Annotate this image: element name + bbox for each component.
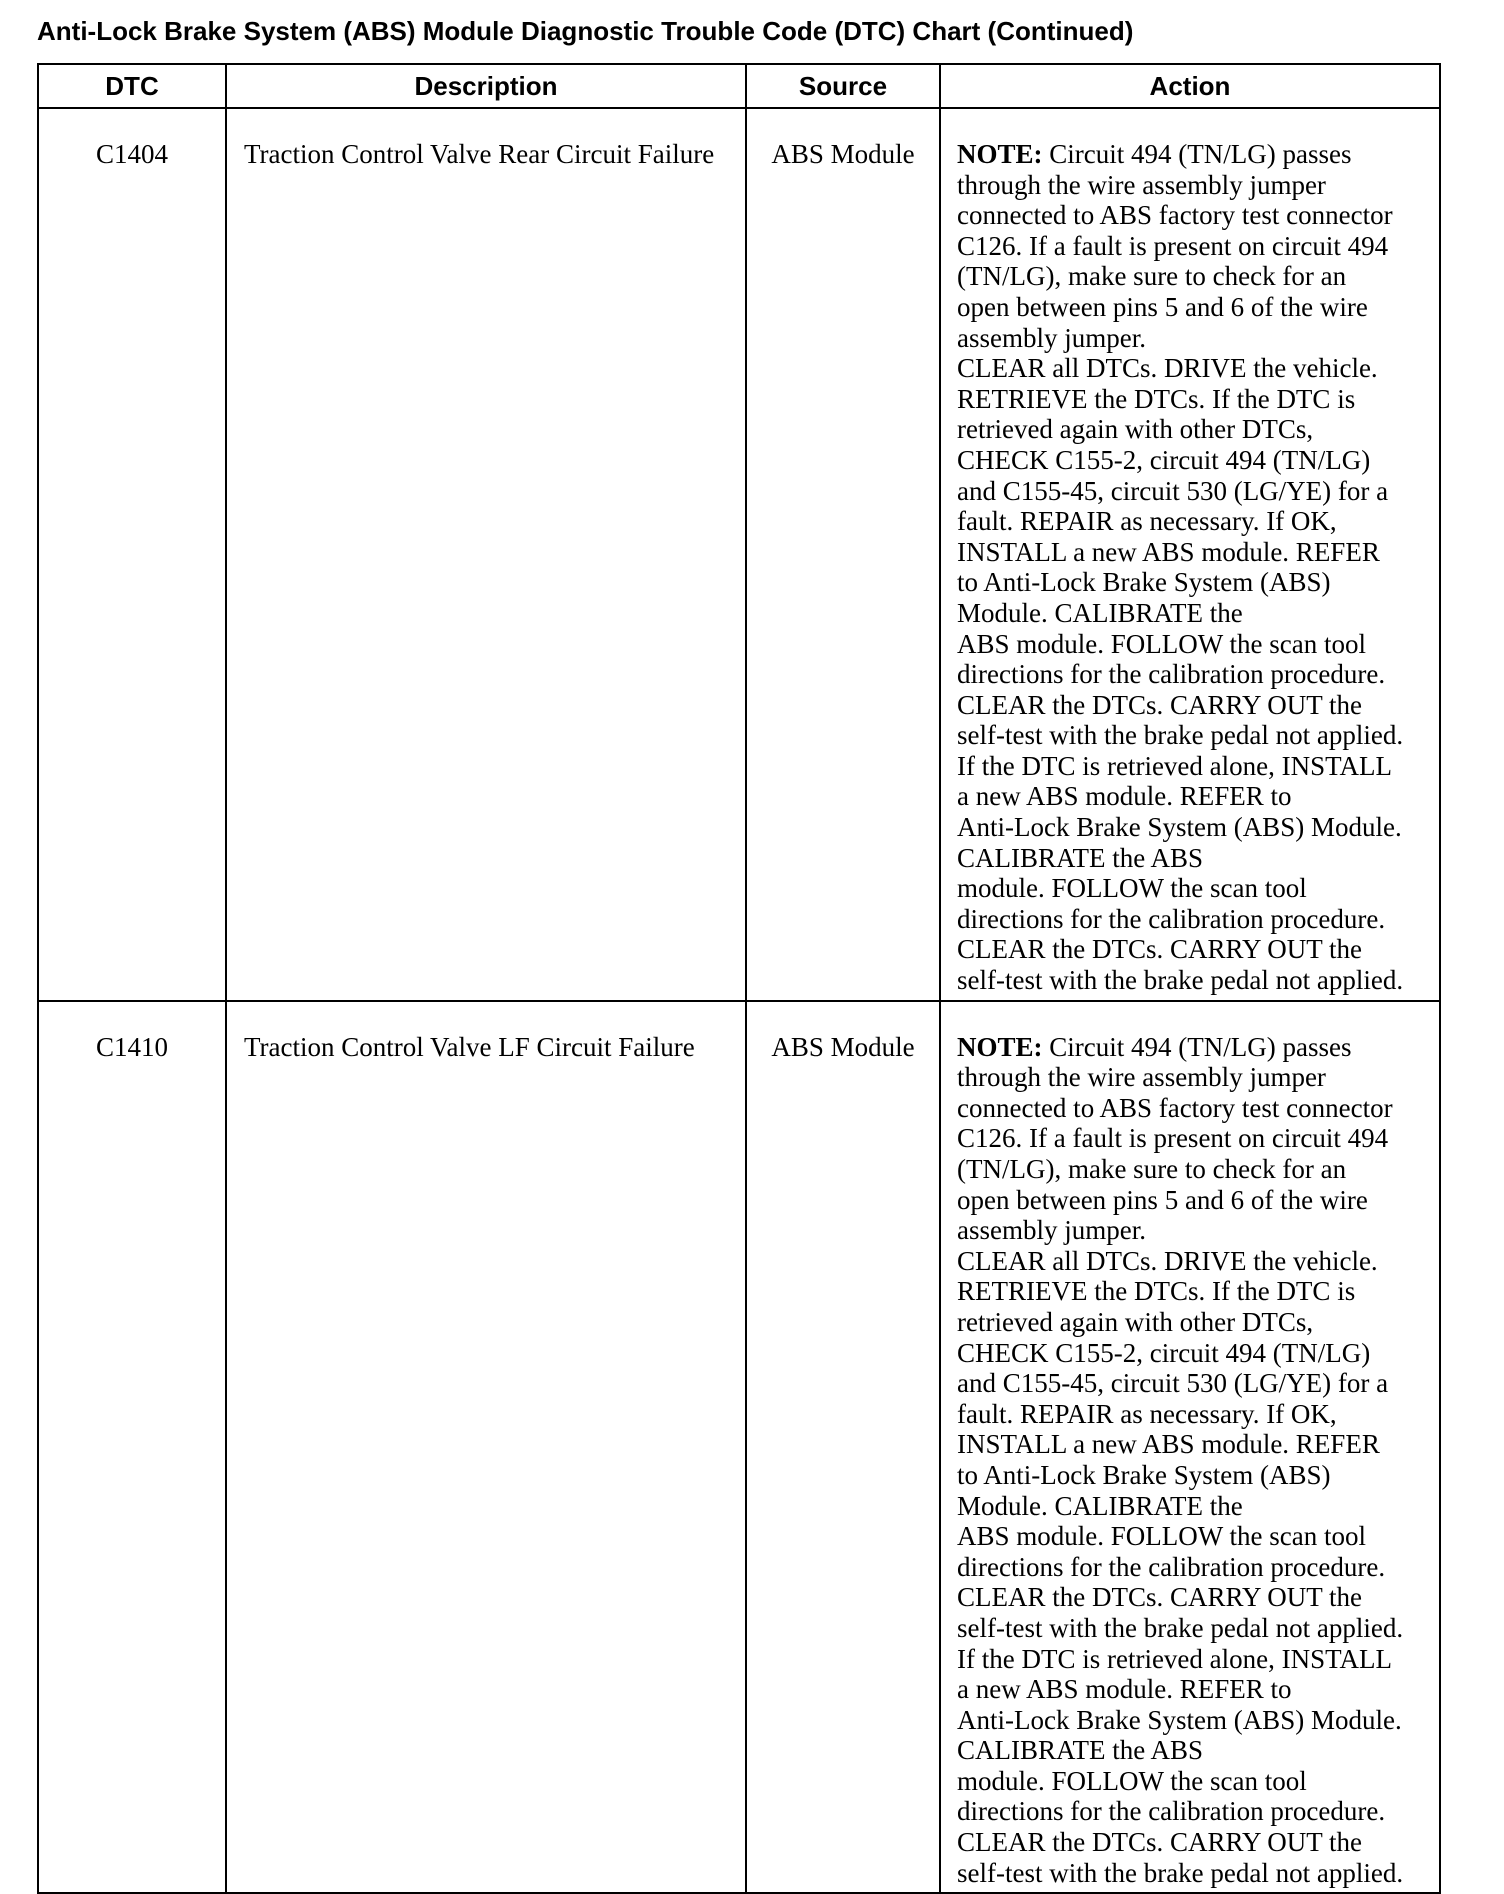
action-text: Circuit 494 (TN/LG) passes through the wire assembly jumper connected to ABS factory test connector C126. If a fault is present on circuit 494 (TN/LG), make sure to check for an open between pins 5 and 6 of the wire assembly jumper. CLEAR all DTCs. DRIVE the vehicle. RETRIEVE the DTCs. If the DTC is retrieved again with other DTCs, CHECK C155-2, circuit 494 (TN/LG) and C155-45, circuit 530 (LG/YE) for a fault. REPAIR as necessary. If OK, INSTALL a new ABS module. REFER to Anti-Lock Brake System (ABS) Module. CALIBRATE the ABS module. FOLLOW the scan tool directions for the calibration procedure. CLEAR the DTCs. CARRY OUT the self-test with the brake pedal not applied. If the DTC is retrieved alone, INSTALL a new ABS module. REFER to Anti-Lock Brake System (ABS) Module. CALIBRATE the ABS module. FOLLOW the scan tool directions for the calibration procedure. CLEAR the DTCs. CARRY OUT the self-test with the brake pedal not applied. <box>957 139 1404 996</box>
description-cell: Traction Control Valve Rear Circuit Failure <box>226 108 746 1001</box>
table-body <box>38 108 1440 1893</box>
header-source: Source <box>746 64 940 108</box>
dtc-chart-table <box>37 63 1441 1894</box>
page-title: Anti-Lock Brake System (ABS) Module Diagnostic Trouble Code (DTC) Chart (Continued) <box>37 16 1134 46</box>
note-label: NOTE: <box>957 139 1043 169</box>
description-cell: Traction Control Valve LF Circuit Failure <box>226 1001 746 1894</box>
header-row <box>38 64 1440 108</box>
action-cell <box>940 1001 1440 1894</box>
header-description: Description <box>226 64 746 108</box>
table-row <box>38 108 1440 1001</box>
dtc-code-cell: C1410 <box>38 1001 226 1894</box>
table-row <box>38 1001 1440 1894</box>
dtc-code-cell: C1404 <box>38 108 226 1001</box>
table-header <box>38 64 1440 108</box>
action-cell <box>940 108 1440 1001</box>
header-dtc: DTC <box>38 64 226 108</box>
source-cell: ABS Module <box>746 108 940 1001</box>
action-text: Circuit 494 (TN/LG) passes through the wire assembly jumper connected to ABS factory test connector C126. If a fault is present on circuit 494 (TN/LG), make sure to check for an open between pins 5 and 6 of the wire assembly jumper. CLEAR all DTCs. DRIVE the vehicle. RETRIEVE the DTCs. If the DTC is retrieved again with other DTCs, CHECK C155-2, circuit 494 (TN/LG) and C155-45, circuit 530 (LG/YE) for a fault. REPAIR as necessary. If OK, INSTALL a new ABS module. REFER to Anti-Lock Brake System (ABS) Module. CALIBRATE the ABS module. FOLLOW the scan tool directions for the calibration procedure. CLEAR the DTCs. CARRY OUT the self-test with the brake pedal not applied. If the DTC is retrieved alone, INSTALL a new ABS module. REFER to Anti-Lock Brake System (ABS) Module. CALIBRATE the ABS module. FOLLOW the scan tool directions for the calibration procedure. CLEAR the DTCs. CARRY OUT the self-test with the brake pedal not applied. <box>957 1031 1404 1888</box>
note-label: NOTE: <box>957 1031 1043 1062</box>
source-cell: ABS Module <box>746 1001 940 1894</box>
header-action: Action <box>940 64 1440 108</box>
